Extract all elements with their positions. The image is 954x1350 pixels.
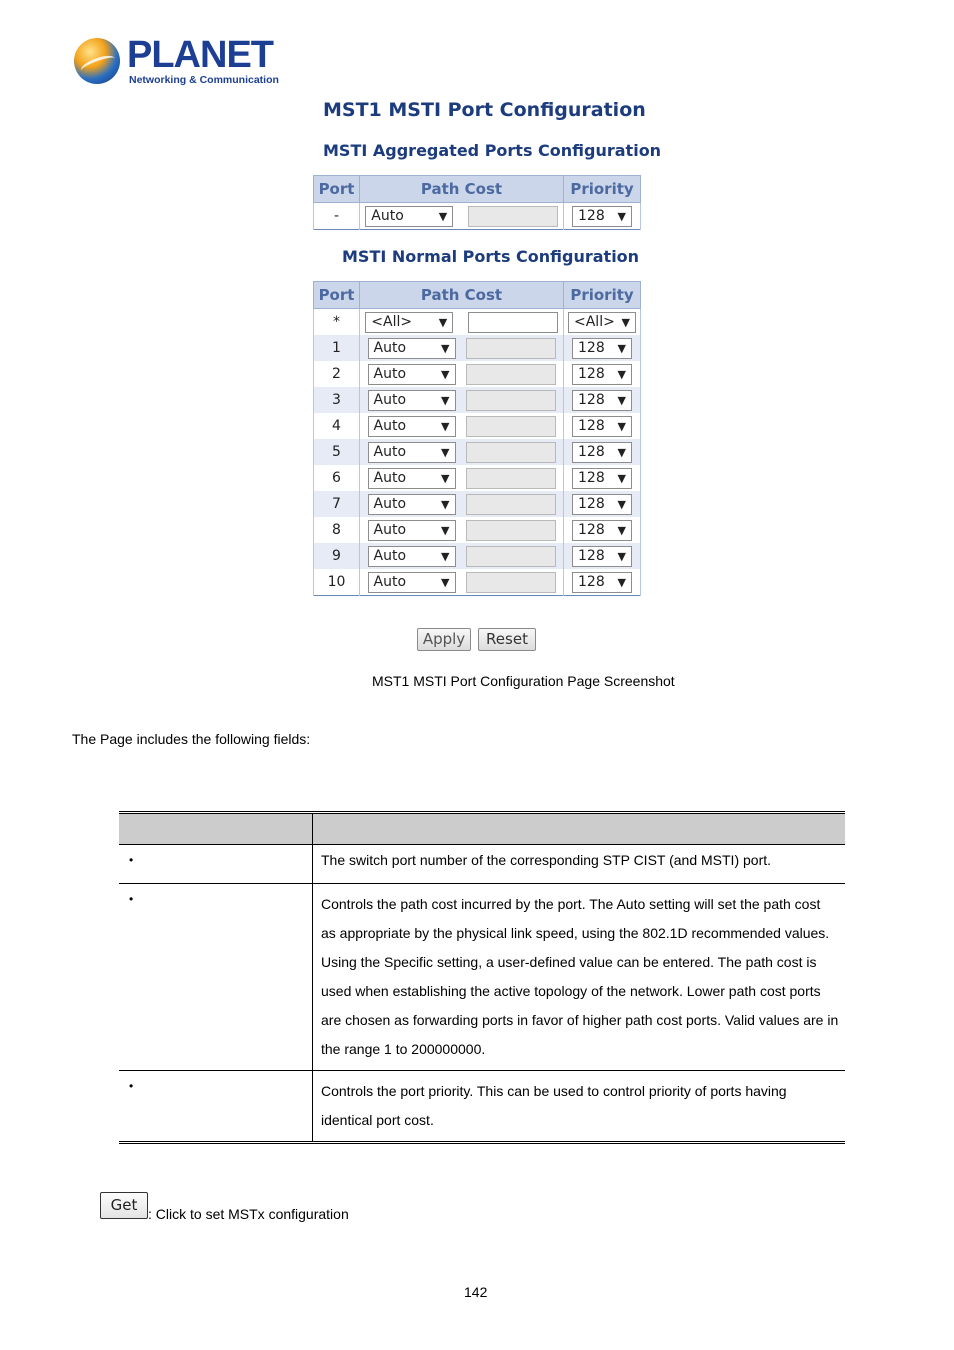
priority-cell [564, 569, 641, 596]
path-cost-select[interactable] [368, 572, 456, 593]
priority-select[interactable] [572, 206, 632, 227]
dropdown-arrow-icon: ▼ [441, 549, 450, 563]
get-button-description: : Click to set MSTx configuration [148, 1206, 349, 1222]
port-number: 7 [314, 491, 360, 517]
dropdown-arrow-icon: ▼ [621, 315, 630, 329]
priority-cell [564, 203, 641, 230]
bullet: • [129, 892, 134, 906]
path-cost-cell [360, 361, 564, 387]
table-row [314, 517, 641, 543]
priority-cell [564, 413, 641, 439]
port-number: 1 [314, 335, 360, 361]
dropdown-arrow-icon: ▼ [617, 497, 626, 511]
path-cost-input[interactable] [466, 572, 556, 593]
priority-select[interactable] [572, 572, 632, 593]
select-value: <All> [371, 313, 413, 330]
table-row [314, 361, 641, 387]
path-cost-cell [360, 543, 564, 569]
dropdown-arrow-icon: ▼ [617, 471, 626, 485]
table-row [119, 845, 845, 884]
column-header-priority: Priority [564, 176, 641, 203]
table-row [314, 491, 641, 517]
table-row [314, 465, 641, 491]
select-value: 128 [578, 469, 605, 486]
planet-logo [72, 34, 279, 90]
path-cost-select[interactable] [368, 390, 456, 411]
select-value: Auto [373, 417, 407, 434]
dropdown-arrow-icon: ▼ [617, 549, 626, 563]
priority-select[interactable] [572, 442, 632, 463]
priority-cell [564, 361, 641, 387]
bullet: • [129, 853, 134, 867]
path-cost-input[interactable] [466, 416, 556, 437]
select-value: 128 [578, 521, 605, 538]
table-row [314, 335, 641, 361]
description-cell: The switch port number of the corresponding STP CIST (and MSTI) port. [313, 845, 846, 884]
path-cost-cell [360, 569, 564, 596]
intro-text: The Page includes the following fields: [72, 731, 311, 747]
object-header [119, 813, 313, 845]
object-cell [119, 845, 313, 884]
dropdown-arrow-icon: ▼ [441, 341, 450, 355]
reset-button[interactable]: Reset [478, 628, 536, 651]
bullet: • [129, 1079, 134, 1093]
get-button[interactable]: Get [100, 1192, 148, 1219]
select-value: 128 [578, 391, 605, 408]
path-cost-cell [360, 203, 564, 230]
path-cost-select[interactable] [368, 364, 456, 385]
priority-select[interactable] [572, 390, 632, 411]
select-value: 128 [578, 443, 605, 460]
object-cell [119, 884, 313, 1071]
table-row [119, 884, 845, 1071]
dropdown-arrow-icon: ▼ [617, 575, 626, 589]
dropdown-arrow-icon: ▼ [617, 523, 626, 537]
aggregated-section-title: MSTI Aggregated Ports Configuration [323, 141, 662, 160]
all-ports-row [314, 309, 641, 336]
logo-tagline: Networking & Communication [129, 74, 279, 86]
port-number: 5 [314, 439, 360, 465]
dropdown-arrow-icon: ▼ [441, 523, 450, 537]
port-number: 9 [314, 543, 360, 569]
path-cost-select[interactable] [368, 546, 456, 567]
port-number: 3 [314, 387, 360, 413]
port-number: 4 [314, 413, 360, 439]
priority-cell [564, 517, 641, 543]
path-cost-cell [360, 517, 564, 543]
priority-select[interactable] [572, 494, 632, 515]
dropdown-arrow-icon: ▼ [441, 393, 450, 407]
fields-table [119, 811, 845, 1144]
priority-cell [564, 387, 641, 413]
select-value: Auto [373, 573, 407, 590]
path-cost-input[interactable] [468, 312, 558, 333]
select-value: Auto [371, 207, 404, 224]
dropdown-arrow-icon: ▼ [617, 341, 626, 355]
description-cell: Controls the path cost incurred by the port. The Auto setting will set the path cost as appropriate by the physical link speed, using the 802.1D recommended values. Using the Specific setting, a user-defined value can be entered. The path cost is used when establishing the active topology of the network. Lower path cost ports are chosen as forwarding ports in favor of higher path cost ports. Valid values are in the range 1 to 200000000. [313, 884, 846, 1071]
path-cost-select[interactable] [365, 206, 453, 227]
dropdown-arrow-icon: ▼ [438, 315, 448, 329]
path-cost-select[interactable] [368, 416, 456, 437]
priority-select[interactable] [572, 520, 632, 541]
path-cost-input[interactable] [466, 546, 556, 567]
path-cost-cell [360, 387, 564, 413]
select-value: Auto [373, 469, 407, 486]
select-value: Auto [373, 339, 407, 356]
priority-cell [564, 465, 641, 491]
figure-caption: MST1 MSTI Port Configuration Page Screenshot [372, 673, 675, 689]
normal-section-title: MSTI Normal Ports Configuration [342, 247, 640, 266]
path-cost-input[interactable] [466, 494, 556, 515]
column-header-priority: Priority [564, 282, 641, 309]
select-value: Auto [373, 547, 407, 564]
select-value: 128 [578, 207, 605, 224]
port-number: 8 [314, 517, 360, 543]
port-number: 6 [314, 465, 360, 491]
dropdown-arrow-icon: ▼ [617, 367, 626, 381]
priority-cell [564, 309, 641, 336]
path-cost-select[interactable] [368, 520, 456, 541]
path-cost-select[interactable] [368, 442, 456, 463]
priority-select[interactable] [568, 312, 636, 333]
path-cost-input[interactable] [466, 520, 556, 541]
column-header-port: Port [314, 282, 360, 309]
object-cell [119, 1071, 313, 1143]
path-cost-input[interactable] [466, 364, 556, 385]
dropdown-arrow-icon: ▼ [617, 209, 626, 223]
column-header-path-cost: Path Cost [360, 282, 564, 309]
select-value: 128 [578, 495, 605, 512]
aggregated-ports-table [313, 175, 641, 230]
table-row [119, 1071, 845, 1143]
select-value: Auto [373, 365, 407, 382]
priority-cell [564, 491, 641, 517]
dropdown-arrow-icon: ▼ [441, 419, 450, 433]
path-cost-input[interactable] [466, 390, 556, 411]
path-cost-select[interactable] [368, 468, 456, 489]
select-value: 128 [578, 417, 605, 434]
priority-cell [564, 543, 641, 569]
path-cost-cell [360, 491, 564, 517]
table-row [314, 543, 641, 569]
select-value: Auto [373, 521, 407, 538]
path-cost-input[interactable] [466, 442, 556, 463]
dropdown-arrow-icon: ▼ [617, 419, 626, 433]
select-value: Auto [373, 495, 407, 512]
select-value: 128 [578, 365, 605, 382]
dropdown-arrow-icon: ▼ [438, 209, 448, 223]
priority-select[interactable] [572, 468, 632, 489]
select-value: 128 [578, 547, 605, 564]
table-row [314, 569, 641, 596]
select-value: <All> [574, 313, 615, 330]
path-cost-cell [360, 439, 564, 465]
dropdown-arrow-icon: ▼ [617, 445, 626, 459]
dropdown-arrow-icon: ▼ [441, 445, 450, 459]
priority-cell [564, 439, 641, 465]
path-cost-input[interactable] [466, 338, 556, 359]
column-header-path-cost: Path Cost [360, 176, 564, 203]
dropdown-arrow-icon: ▼ [441, 575, 450, 589]
column-header-port: Port [314, 176, 360, 203]
path-cost-select[interactable] [365, 312, 453, 333]
path-cost-input[interactable] [466, 468, 556, 489]
path-cost-cell [360, 465, 564, 491]
select-value: 128 [578, 339, 605, 356]
priority-select[interactable] [572, 364, 632, 385]
table-row [314, 203, 641, 230]
logo-brand: PLANET [127, 34, 273, 76]
priority-select[interactable] [572, 546, 632, 567]
path-cost-select[interactable] [368, 494, 456, 515]
priority-select[interactable] [572, 338, 632, 359]
port-number: * [314, 309, 360, 336]
path-cost-cell [360, 413, 564, 439]
select-value: 128 [578, 573, 605, 590]
dropdown-arrow-icon: ▼ [441, 497, 450, 511]
dropdown-arrow-icon: ▼ [441, 367, 450, 381]
apply-button[interactable]: Apply [417, 628, 471, 651]
description-cell: Controls the port priority. This can be used to control priority of ports having identical port cost. [313, 1071, 846, 1143]
select-value: Auto [373, 443, 407, 460]
select-value: Auto [373, 391, 407, 408]
globe-icon [74, 38, 120, 84]
description-header [313, 813, 846, 845]
table-row [314, 413, 641, 439]
dropdown-arrow-icon: ▼ [617, 393, 626, 407]
port-number: - [314, 203, 360, 230]
table-row [314, 439, 641, 465]
path-cost-cell [360, 335, 564, 361]
page-number: 142 [464, 1284, 488, 1300]
normal-ports-table [313, 281, 641, 596]
path-cost-cell [360, 309, 564, 336]
path-cost-select[interactable] [368, 338, 456, 359]
path-cost-input[interactable] [468, 206, 558, 227]
port-number: 10 [314, 569, 360, 596]
dropdown-arrow-icon: ▼ [441, 471, 450, 485]
port-number: 2 [314, 361, 360, 387]
priority-cell [564, 335, 641, 361]
page-title: MST1 MSTI Port Configuration [323, 99, 646, 121]
table-row [314, 387, 641, 413]
priority-select[interactable] [572, 416, 632, 437]
